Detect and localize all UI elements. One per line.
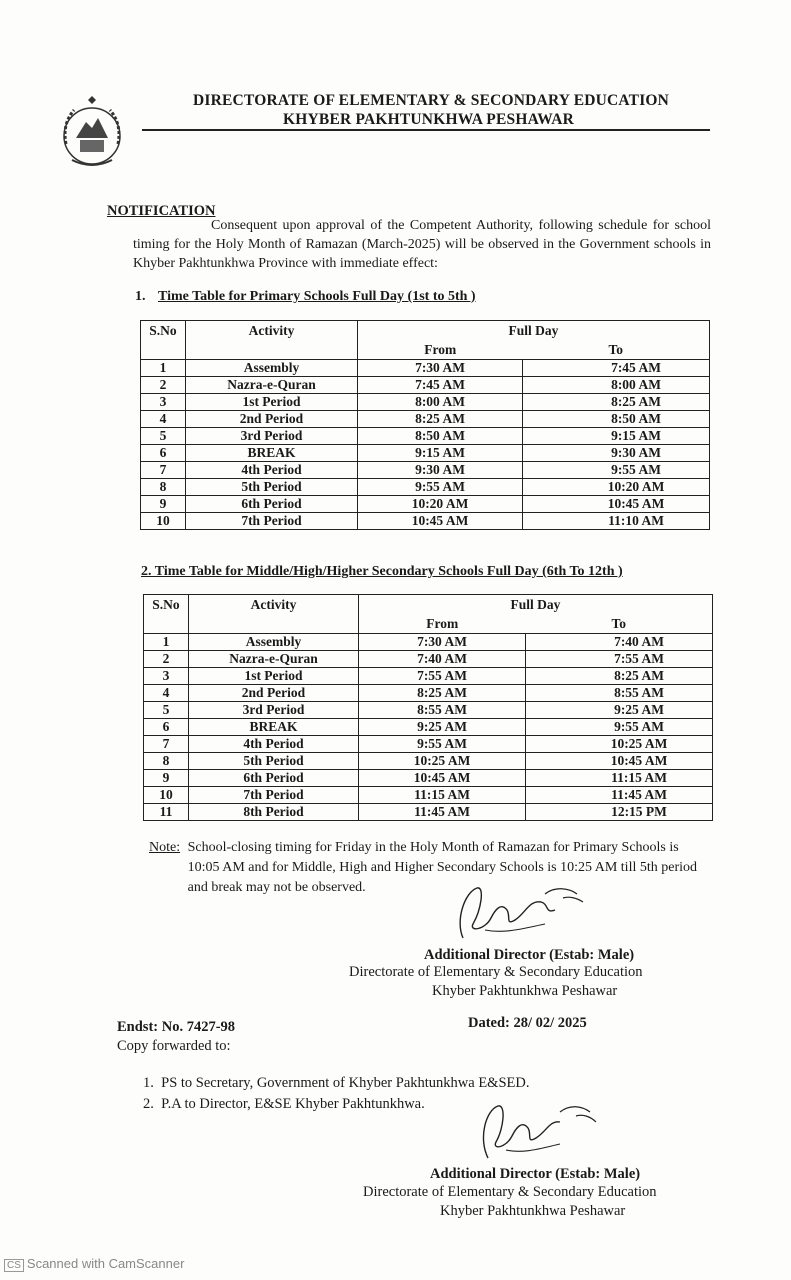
row-activity: 3rd Period — [186, 428, 358, 445]
table-row — [141, 479, 710, 496]
row-from: 8:25 AM — [359, 685, 526, 702]
row-activity: Assembly — [186, 360, 358, 377]
row-to: 9:55 AM — [523, 462, 710, 479]
note-block — [149, 838, 721, 898]
table2-header-from: From — [359, 614, 526, 634]
row-sno: 3 — [144, 668, 189, 685]
row-from: 10:45 AM — [359, 770, 526, 787]
row-to: 12:15 PM — [526, 804, 713, 821]
table1-number: 1. — [135, 289, 146, 304]
row-to: 10:20 AM — [523, 479, 710, 496]
table1-header-fullday: Full Day — [358, 321, 710, 341]
row-from: 10:25 AM — [359, 753, 526, 770]
note-text: School-closing timing for Friday in the Holy Month of Ramazan for Primary Schools is 10:05 AM and for Middle, High and Higher Secondary Schools is 10:25 AM till 5th period and break may not be observed. — [187, 840, 698, 895]
kp-government-emblem-logo — [52, 94, 132, 174]
row-activity: 7th Period — [186, 513, 358, 530]
table-row — [141, 360, 710, 377]
table-row — [141, 496, 710, 513]
row-to: 9:55 AM — [526, 719, 713, 736]
row-activity: 7th Period — [189, 787, 359, 804]
row-to: 9:25 AM — [526, 702, 713, 719]
signature2-location: Khyber Pakhtunkhwa Peshawar — [440, 1203, 626, 1219]
row-activity: Nazra-e-Quran — [186, 377, 358, 394]
row-activity: 3rd Period — [189, 702, 359, 719]
row-from: 9:55 AM — [358, 479, 523, 496]
row-from: 8:25 AM — [358, 411, 523, 428]
table-row — [141, 428, 710, 445]
row-from: 7:40 AM — [359, 651, 526, 668]
row-activity: 1st Period — [186, 394, 358, 411]
row-sno: 10 — [141, 513, 186, 530]
row-to: 11:15 AM — [526, 770, 713, 787]
table-row — [144, 804, 713, 821]
row-from: 9:15 AM — [358, 445, 523, 462]
row-from: 9:25 AM — [359, 719, 526, 736]
signature1-title: Additional Director (Estab: Male) — [424, 947, 635, 963]
camscanner-icon: CS — [4, 1259, 24, 1272]
row-activity: BREAK — [186, 445, 358, 462]
row-sno: 4 — [141, 411, 186, 428]
notification-body: Consequent upon approval of the Competent Authority, following schedule for school timing for the Holy Month of Ramazan (March-2025) will be observed in the Government schools in Khyber Pakhtunkhwa Province with immediate effect: — [133, 218, 711, 271]
table-row — [144, 668, 713, 685]
row-to: 11:45 AM — [526, 787, 713, 804]
row-from: 7:30 AM — [358, 360, 523, 377]
row-sno: 8 — [141, 479, 186, 496]
signature-2 — [470, 1096, 605, 1166]
table1-header-to: To — [523, 340, 710, 360]
row-to: 8:25 AM — [523, 394, 710, 411]
header-line-1: DIRECTORATE OF ELEMENTARY & SECONDARY EDUCATION — [193, 92, 670, 109]
row-activity: 6th Period — [186, 496, 358, 513]
header-line-2: KHYBER PAKHTUNKHWA PESHAWAR — [283, 111, 575, 128]
table-row — [141, 411, 710, 428]
row-from: 7:55 AM — [359, 668, 526, 685]
row-activity: 8th Period — [189, 804, 359, 821]
copy-item-1: 1. PS to Secretary, Government of Khyber Pakhtunkhwa E&SED. — [143, 1075, 530, 1091]
table-row — [141, 445, 710, 462]
copy-item-2-text: P.A to Director, E&SE Khyber Pakhtunkhwa. — [161, 1096, 425, 1112]
row-to: 8:00 AM — [523, 377, 710, 394]
row-activity: 2nd Period — [189, 685, 359, 702]
camscanner-watermark — [4, 1256, 184, 1272]
row-sno: 1 — [141, 360, 186, 377]
table-row — [141, 394, 710, 411]
row-sno: 8 — [144, 753, 189, 770]
table-row — [144, 685, 713, 702]
row-to: 7:45 AM — [523, 360, 710, 377]
table-row — [144, 719, 713, 736]
table-row — [144, 736, 713, 753]
secondary-timetable — [143, 594, 713, 821]
row-to: 11:10 AM — [523, 513, 710, 530]
row-sno: 6 — [144, 719, 189, 736]
signature2-title: Additional Director (Estab: Male) — [430, 1166, 641, 1182]
row-sno: 11 — [144, 804, 189, 821]
copy-forwarded-label: Copy forwarded to: — [117, 1038, 231, 1054]
camscanner-text: Scanned with CamScanner — [26, 1256, 185, 1271]
table-row — [144, 702, 713, 719]
signature2-directorate: Directorate of Elementary & Secondary Education — [363, 1184, 657, 1200]
row-to: 10:45 AM — [523, 496, 710, 513]
row-to: 8:55 AM — [526, 685, 713, 702]
row-activity: BREAK — [189, 719, 359, 736]
row-to: 8:25 AM — [526, 668, 713, 685]
row-sno: 7 — [144, 736, 189, 753]
table2-header-sno: S.No — [144, 595, 189, 634]
row-sno: 3 — [141, 394, 186, 411]
row-from: 9:30 AM — [358, 462, 523, 479]
row-sno: 6 — [141, 445, 186, 462]
row-sno: 5 — [141, 428, 186, 445]
table2-header-fullday: Full Day — [359, 595, 713, 615]
table1-title — [158, 289, 476, 305]
copy-item-1-text: PS to Secretary, Government of Khyber Pakhtunkhwa E&SED. — [161, 1075, 530, 1091]
table2-header-to: To — [526, 614, 713, 634]
header-rule — [142, 129, 710, 131]
row-sno: 2 — [144, 651, 189, 668]
table1-header-sno: S.No — [141, 321, 186, 360]
row-activity: 4th Period — [186, 462, 358, 479]
row-from: 11:45 AM — [359, 804, 526, 821]
row-activity: 4th Period — [189, 736, 359, 753]
table2-header-activity: Activity — [189, 595, 359, 634]
row-sno: 9 — [141, 496, 186, 513]
row-to: 8:50 AM — [523, 411, 710, 428]
row-activity: 5th Period — [186, 479, 358, 496]
table-row — [144, 651, 713, 668]
row-sno: 1 — [144, 634, 189, 651]
signature1-location: Khyber Pakhtunkhwa Peshawar — [432, 983, 618, 999]
table-row — [144, 753, 713, 770]
row-from: 10:20 AM — [358, 496, 523, 513]
row-sno: 7 — [141, 462, 186, 479]
table-row — [144, 787, 713, 804]
row-activity: Nazra-e-Quran — [189, 651, 359, 668]
row-sno: 9 — [144, 770, 189, 787]
table-row — [144, 770, 713, 787]
row-to: 10:45 AM — [526, 753, 713, 770]
table-row — [144, 634, 713, 651]
table-row — [141, 377, 710, 394]
row-sno: 5 — [144, 702, 189, 719]
copy-item-2: 2. P.A to Director, E&SE Khyber Pakhtunkhwa. — [143, 1096, 425, 1112]
row-from: 8:50 AM — [358, 428, 523, 445]
row-to: 10:25 AM — [526, 736, 713, 753]
row-activity: 6th Period — [189, 770, 359, 787]
row-from: 8:00 AM — [358, 394, 523, 411]
table-row — [141, 513, 710, 530]
row-to: 9:30 AM — [523, 445, 710, 462]
row-sno: 10 — [144, 787, 189, 804]
row-from: 9:55 AM — [359, 736, 526, 753]
row-to: 7:55 AM — [526, 651, 713, 668]
row-activity: 1st Period — [189, 668, 359, 685]
row-from: 7:30 AM — [359, 634, 526, 651]
row-activity: 5th Period — [189, 753, 359, 770]
table-row — [141, 462, 710, 479]
row-sno: 4 — [144, 685, 189, 702]
row-from: 10:45 AM — [358, 513, 523, 530]
primary-timetable — [140, 320, 710, 530]
notification-title: NOTIFICATION — [107, 203, 216, 219]
row-from: 11:15 AM — [359, 787, 526, 804]
endst-number: Endst: No. 7427-98 — [117, 1019, 236, 1035]
row-to: 7:40 AM — [526, 634, 713, 651]
table1-header-activity: Activity — [186, 321, 358, 360]
note-label: Note: — [149, 840, 181, 855]
signature-1 — [445, 880, 590, 945]
row-activity: Assembly — [189, 634, 359, 651]
signature1-directorate: Directorate of Elementary & Secondary Education — [349, 964, 643, 980]
table1-header-from: From — [358, 340, 523, 360]
row-from: 8:55 AM — [359, 702, 526, 719]
row-from: 7:45 AM — [358, 377, 523, 394]
row-activity: 2nd Period — [186, 411, 358, 428]
row-sno: 2 — [141, 377, 186, 394]
table1-title-text: Time Table for Primary Schools Full Day (1st to 5th ) — [158, 289, 476, 304]
row-to: 9:15 AM — [523, 428, 710, 445]
endst-dated: Dated: 28/ 02/ 2025 — [468, 1015, 587, 1031]
table2-title: 2. Time Table for Middle/High/Higher Secondary Schools Full Day (6th To 12th ) — [141, 564, 623, 579]
